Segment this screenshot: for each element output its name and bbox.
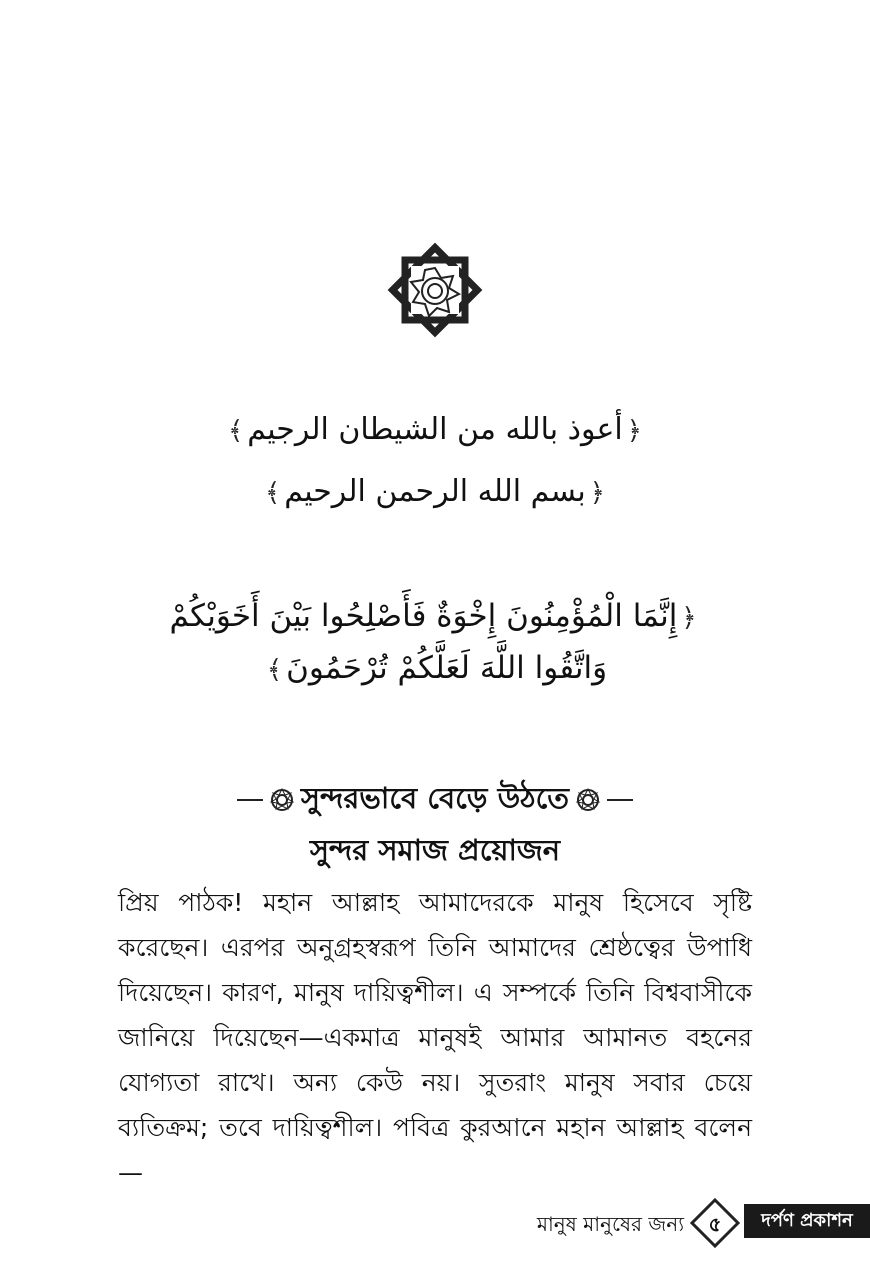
publisher-logo: দর্পণ প্রকাশন — [744, 1204, 870, 1238]
section-heading-text-1: সুন্দরভাবে বেড়ে উঠতে — [300, 781, 570, 815]
page-footer — [0, 1196, 870, 1248]
section-heading-text-2: সুন্দর সমাজ প্রয়োজন — [309, 833, 561, 867]
basmala-text: بسم الله الرحمن الرحيم — [284, 474, 586, 509]
heading-dash-right — [607, 799, 633, 801]
heading-dash-left — [237, 799, 263, 801]
basmala-line — [0, 474, 870, 509]
verse-text-1: إِنَّمَا الْمُؤْمِنُونَ إِخْوَةٌ فَأَصْلِحُوا بَيْنَ أَخَوَيْكُمْ — [169, 598, 678, 634]
taawwuz-line — [0, 412, 870, 447]
body-paragraph: প্রিয় পাঠক! মহান আল্লাহ আমাদেরকে মানুষ হিসেবে সৃষ্টি করেছেন। এরপর অনুগ্রহস্বরূপ তিনি আমাদের শ্রেষ্ঠত্বের উপাধি দিয়েছেন। কারণ, মানুষ দায়িত্বশীল। এ সম্পর্কে তিনি বিশ্ববাসীকে জানিয়ে দিয়েছেন—একমাত্র মানুষই আমার আমানত বহনের যোগ্যতা রাখে। অন্য কেউ নয়। সুতরাং মানুষ সবার চেয়ে ব্যতিক্রম; তবে দায়িত্বশীল। পবিত্র কুরআনে মহান আল্লাহ বলেন— — [118, 888, 752, 1187]
bracket-open: ﴿ — [626, 416, 642, 446]
verse-line-2 — [0, 650, 870, 686]
star-ornament-icon — [383, 238, 487, 342]
page-number: ৫ — [708, 1212, 722, 1236]
taawwuz-text: أعوذ بالله من الشيطان الرجيم — [247, 412, 623, 447]
bracket-close: ﴾ — [266, 655, 283, 685]
section-heading-line-2 — [0, 828, 870, 877]
verse-text-2: وَاتَّقُوا اللَّهَ لَعَلَّكُمْ تُرْحَمُونَ — [286, 650, 608, 686]
flower-ornament-icon — [575, 787, 601, 813]
flower-ornament-icon — [269, 787, 295, 813]
bracket-open: ﴿ — [589, 478, 605, 508]
bracket-close: ﴾ — [265, 478, 281, 508]
bracket-open: ﴿ — [681, 603, 697, 633]
bracket-close: ﴾ — [228, 416, 244, 446]
verse-line-1 — [0, 598, 870, 634]
footer-book-title: মানুষ মানুষের জন্য — [536, 1212, 684, 1236]
section-heading-line-1 — [0, 776, 870, 825]
